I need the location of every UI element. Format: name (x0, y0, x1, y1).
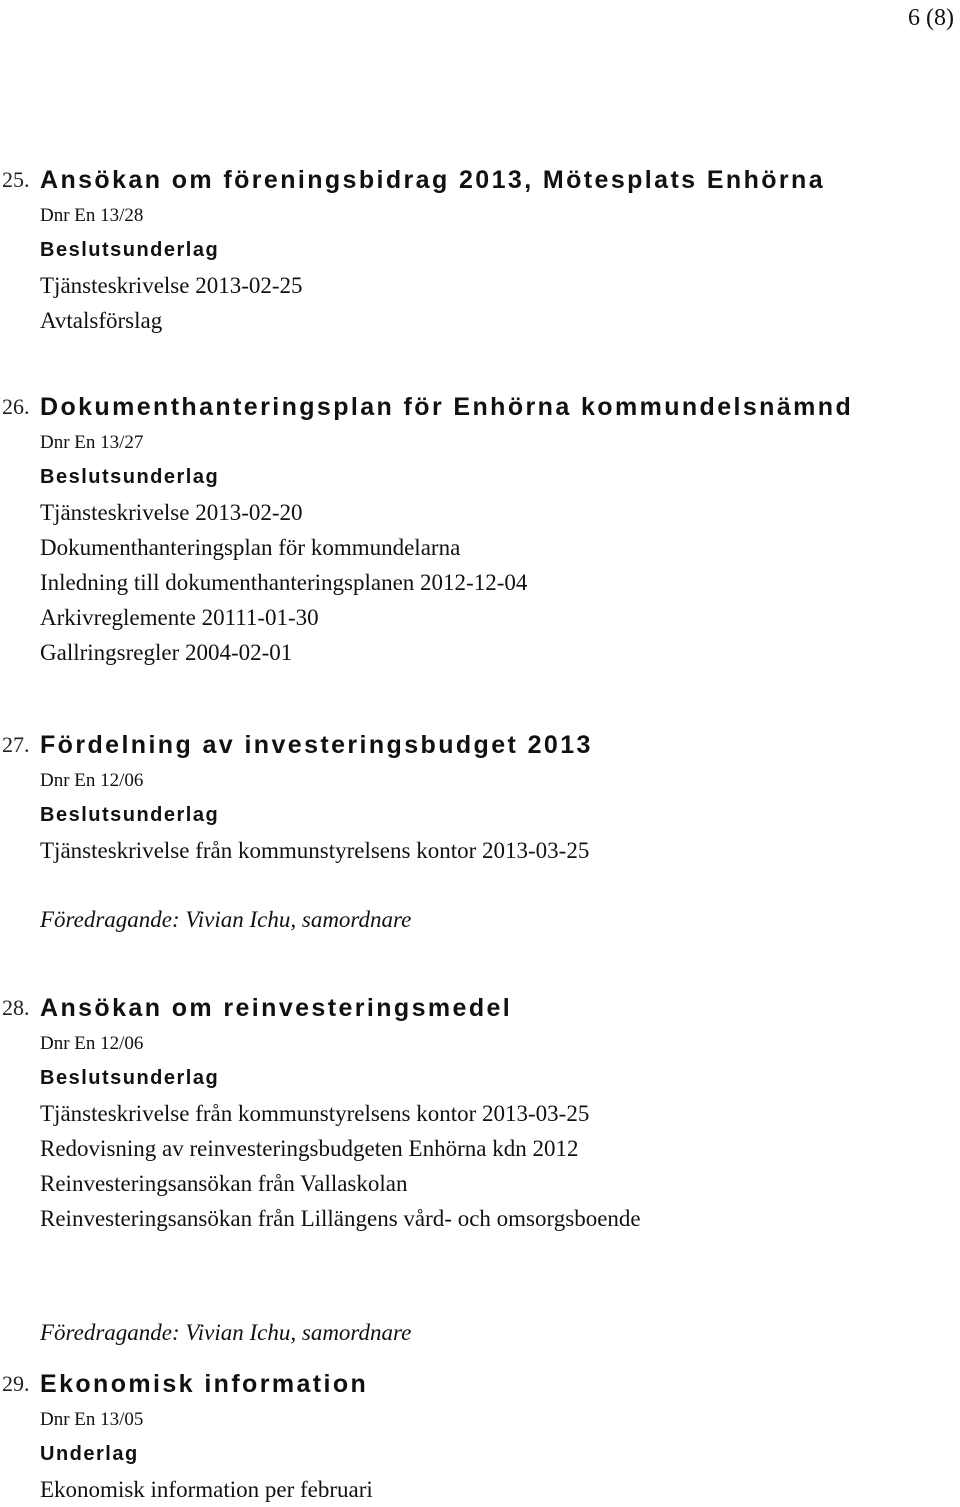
item-number: 26. (2, 394, 30, 419)
document-line: Gallringsregler 2004-02-01 (40, 640, 293, 665)
item-title: Fördelning av investeringsbudget 2013 (40, 731, 593, 759)
item-details (40, 1026, 641, 1236)
item-title: Ekonomisk information (40, 1370, 369, 1398)
item-details (40, 425, 527, 670)
document-line: Ekonomisk information per februari (40, 1477, 373, 1502)
document-line: Reinvesteringsansökan från Lillängens vård- och omsorgsboende (40, 1206, 641, 1231)
document-line: Tjänsteskrivelse från kommunstyrelsens kontor 2013-03-25 (40, 1101, 590, 1126)
document-line: Reinvesteringsansökan från Vallaskolan (40, 1171, 408, 1196)
item-title: Dokumenthanteringsplan för Enhörna kommundelsnämnd (40, 393, 854, 421)
page-number: 6 (8) (908, 5, 954, 31)
dnr-reference: Dnr En 13/27 (40, 432, 144, 453)
basis-label: Beslutsunderlag (40, 804, 220, 826)
presenter: Föredragande: Vivian Ichu, samordnare (40, 907, 412, 932)
basis-label: Beslutsunderlag (40, 466, 220, 488)
document-line: Arkivreglemente 20111-01-30 (40, 605, 319, 630)
document-line: Tjänsteskrivelse 2013-02-25 (40, 273, 303, 298)
item-number: 25. (2, 167, 30, 192)
item-title: Ansökan om reinvesteringsmedel (40, 994, 513, 1022)
basis-label: Beslutsunderlag (40, 239, 220, 261)
item-details (40, 1402, 373, 1507)
item-number: 27. (2, 732, 30, 757)
item-details (40, 763, 589, 868)
item-number: 29. (2, 1371, 30, 1396)
dnr-reference: Dnr En 12/06 (40, 1033, 144, 1054)
basis-label: Underlag (40, 1443, 139, 1465)
item-number: 28. (2, 995, 30, 1020)
document-line: Inledning till dokumenthanteringsplanen 2012-12-04 (40, 570, 528, 595)
document-line: Tjänsteskrivelse från kommunstyrelsens kontor 2013-03-25 (40, 838, 590, 863)
dnr-reference: Dnr En 13/28 (40, 205, 144, 226)
dnr-reference: Dnr En 12/06 (40, 770, 144, 791)
basis-label: Beslutsunderlag (40, 1067, 220, 1089)
dnr-reference: Dnr En 13/05 (40, 1409, 144, 1430)
document-line: Avtalsförslag (40, 308, 163, 333)
document-line: Redovisning av reinvesteringsbudgeten Enhörna kdn 2012 (40, 1136, 579, 1161)
presenter: Föredragande: Vivian Ichu, samordnare (40, 1320, 412, 1345)
document-line: Tjänsteskrivelse 2013-02-20 (40, 500, 303, 525)
item-details (40, 198, 303, 338)
document-line: Dokumenthanteringsplan för kommundelarna (40, 535, 461, 560)
item-title: Ansökan om föreningsbidrag 2013, Mötesplats Enhörna (40, 166, 826, 194)
